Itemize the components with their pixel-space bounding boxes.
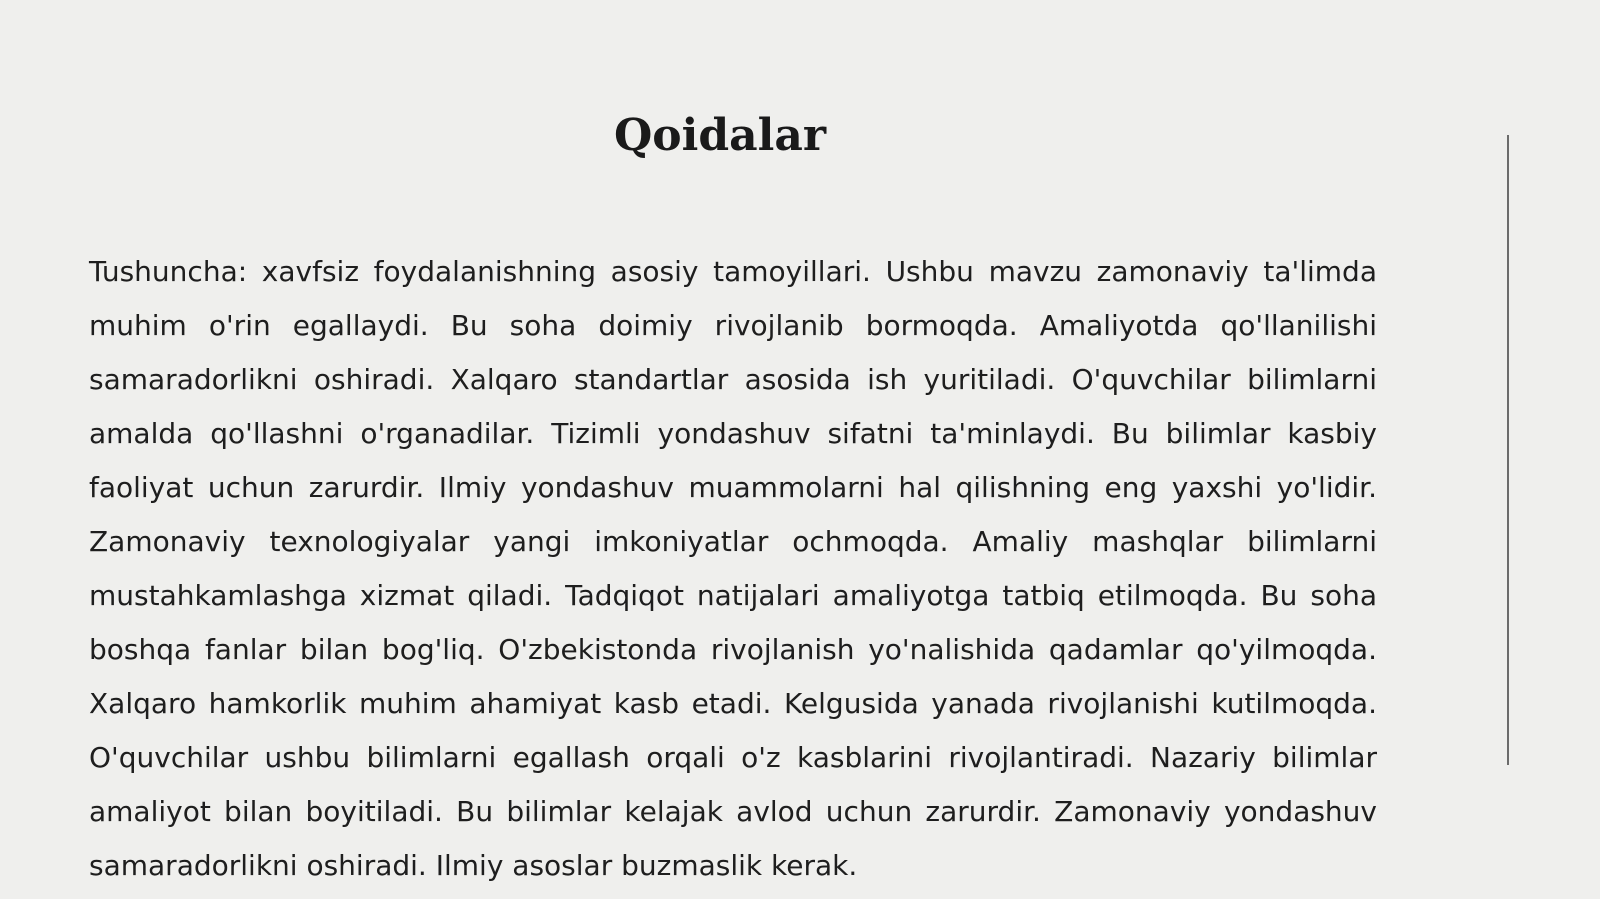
slide-body-text: Tushuncha: xavfsiz foydalanishning asosiy tamoyillari. Ushbu mavzu zamonaviy ta'limda muhim o'rin egallaydi. Bu soha doimiy rivojlanib bormoqda. Amaliyotda qo'llanilishi samaradorlikni oshiradi. Xalqaro standartlar asosida ish yuritiladi. O'quvchilar bilimlarni amalda qo'llashni o'rganadilar. Tizimli yondashuv sifatni ta'minlaydi. Bu bilimlar kasbiy faoliyat uchun zarurdir. Ilmiy yondashuv muammolarni hal qilishning eng yaxshi yo'lidir. Zamonaviy texnologiyalar yangi imkoniyatlar ochmoqda. Amaliy mashqlar bilimlarni mustahkamlashga xizmat qiladi. Tadqiqot natijalari amaliyotga tatbiq etilmoqda. Bu soha boshqa fanlar bilan bog'liq. O'zbekistonda rivojlanish yo'nalishida qadamlar qo'yilmoqda. Xalqaro hamkorlik muhim ahamiyat kasb etadi. Kelgusida yanada rivojlanishi kutilmoqda. O'quvchilar ushbu bilimlarni egallash orqali o'z kasblarini rivojlantiradi. Nazariy bilimlar amaliyot bilan boyitiladi. Bu bilimlar kelajak avlod uchun zarurdir. Zamonaviy yondashuv samaradorlikni oshiradi. Ilmiy asoslar buzmaslik kerak. (89, 255, 1377, 882)
slide-title: Qoidalar (613, 110, 827, 161)
vertical-divider (1507, 135, 1509, 765)
